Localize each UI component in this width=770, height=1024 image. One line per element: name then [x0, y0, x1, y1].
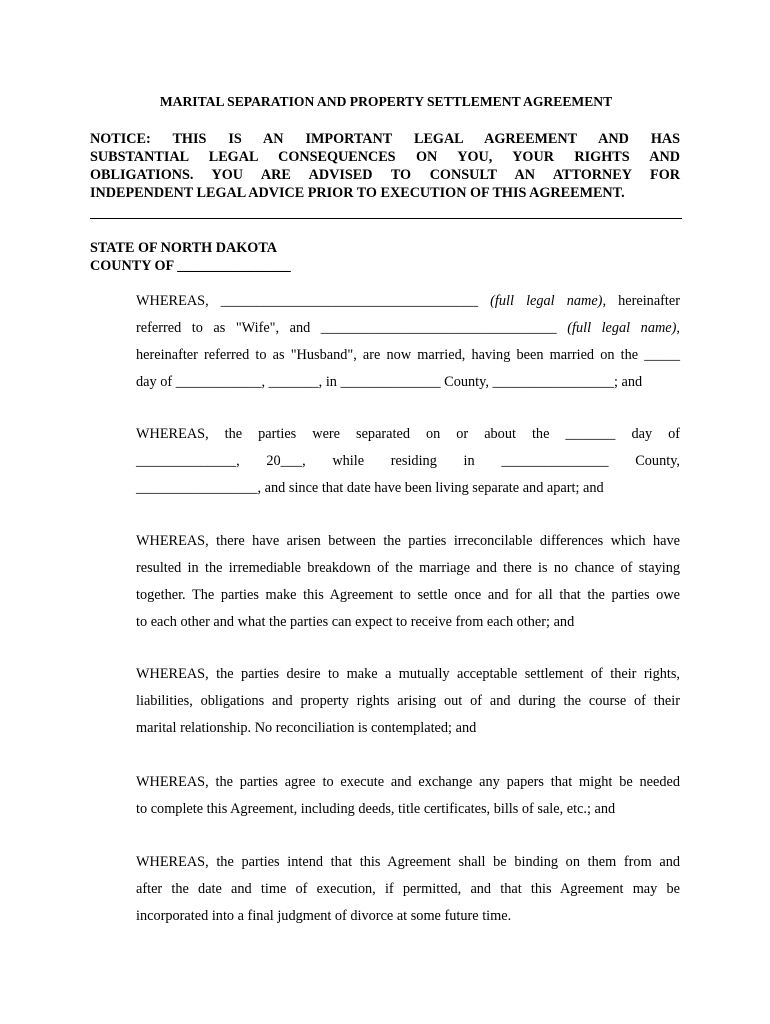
notice-block — [90, 130, 680, 202]
paragraph-line: marital relationship. No reconciliation is contemplated; and — [136, 720, 477, 736]
paragraph-line: together. The parties make this Agreement to settle once and for all that the parties owe — [136, 587, 680, 603]
paragraph-line: day of ____________, _______, in ______________ County, _________________; and — [136, 374, 643, 390]
paragraph-line: to complete this Agreement, including deeds, title certificates, bills of sale, etc.; and — [136, 801, 616, 817]
paragraph-line: WHEREAS, there have arisen between the parties irreconcilable differences which have — [136, 533, 680, 549]
whereas-paragraph-3 — [136, 528, 680, 636]
whereas-paragraph-4 — [136, 661, 680, 742]
text-span: hereinafter — [618, 293, 681, 309]
divider-rule — [90, 218, 682, 219]
notice-line: INDEPENDENT LEGAL ADVICE PRIOR TO EXECUTION OF THIS AGREEMENT. — [90, 185, 625, 201]
notice-line: SUBSTANTIAL LEGAL CONSEQUENCES ON YOU, YOUR RIGHTS AND — [90, 149, 680, 165]
document-title: MARITAL SEPARATION AND PROPERTY SETTLEMENT AGREEMENT — [159, 94, 613, 109]
notice-line: OBLIGATIONS. YOU ARE ADVISED TO CONSULT AN ATTORNEY FOR — [90, 167, 680, 183]
paragraph-line: WHEREAS, the parties desire to make a mutually acceptable settlement of their rights, — [136, 666, 680, 682]
paragraph-line: WHEREAS, the parties were separated on or about the _______ day of — [136, 426, 680, 442]
whereas-paragraph-6 — [136, 849, 680, 930]
paragraph-line: WHEREAS, the parties agree to execute and exchange any papers that might be needed — [136, 774, 680, 790]
text-span: WHEREAS, ____________________________________ — [136, 293, 479, 309]
paragraph-line: after the date and time of execution, if permitted, and that this Agreement may be — [136, 881, 680, 897]
state-line: STATE OF NORTH DAKOTA — [90, 240, 277, 256]
venue-block — [90, 239, 291, 275]
italic-note: (full legal name), — [490, 293, 607, 309]
paragraph-line — [136, 315, 680, 342]
paragraph-line: incorporated into a final judgment of divorce at some future time. — [136, 908, 512, 924]
paragraph-line: WHEREAS, the parties intend that this Agreement shall be binding on them from and — [136, 854, 680, 870]
whereas-paragraph-1 — [136, 288, 680, 396]
text-span: referred to as "Wife", and _________________________________ — [136, 320, 557, 336]
paragraph-line: liabilities, obligations and property rights arising out of and during the course of their — [136, 693, 680, 709]
paragraph-line — [136, 288, 680, 315]
paragraph-line: hereinafter referred to as "Husband", are now married, having been married on the _____ — [136, 347, 680, 363]
paragraph-line: to each other and what the parties can expect to receive from each other; and — [136, 614, 575, 630]
whereas-paragraph-2 — [136, 421, 680, 502]
county-line: COUNTY OF ________________ — [90, 258, 291, 274]
paragraph-line: ______________, 20___, while residing in _______________ County, — [136, 453, 680, 469]
notice-line: NOTICE: THIS IS AN IMPORTANT LEGAL AGREEMENT AND HAS — [90, 131, 680, 147]
whereas-paragraph-5 — [136, 769, 680, 823]
italic-note: (full legal name), — [567, 320, 680, 336]
paragraph-line: resulted in the irremediable breakdown of the marriage and there is no chance of staying — [136, 560, 680, 576]
paragraph-line: _________________, and since that date have been living separate and apart; and — [136, 480, 604, 496]
